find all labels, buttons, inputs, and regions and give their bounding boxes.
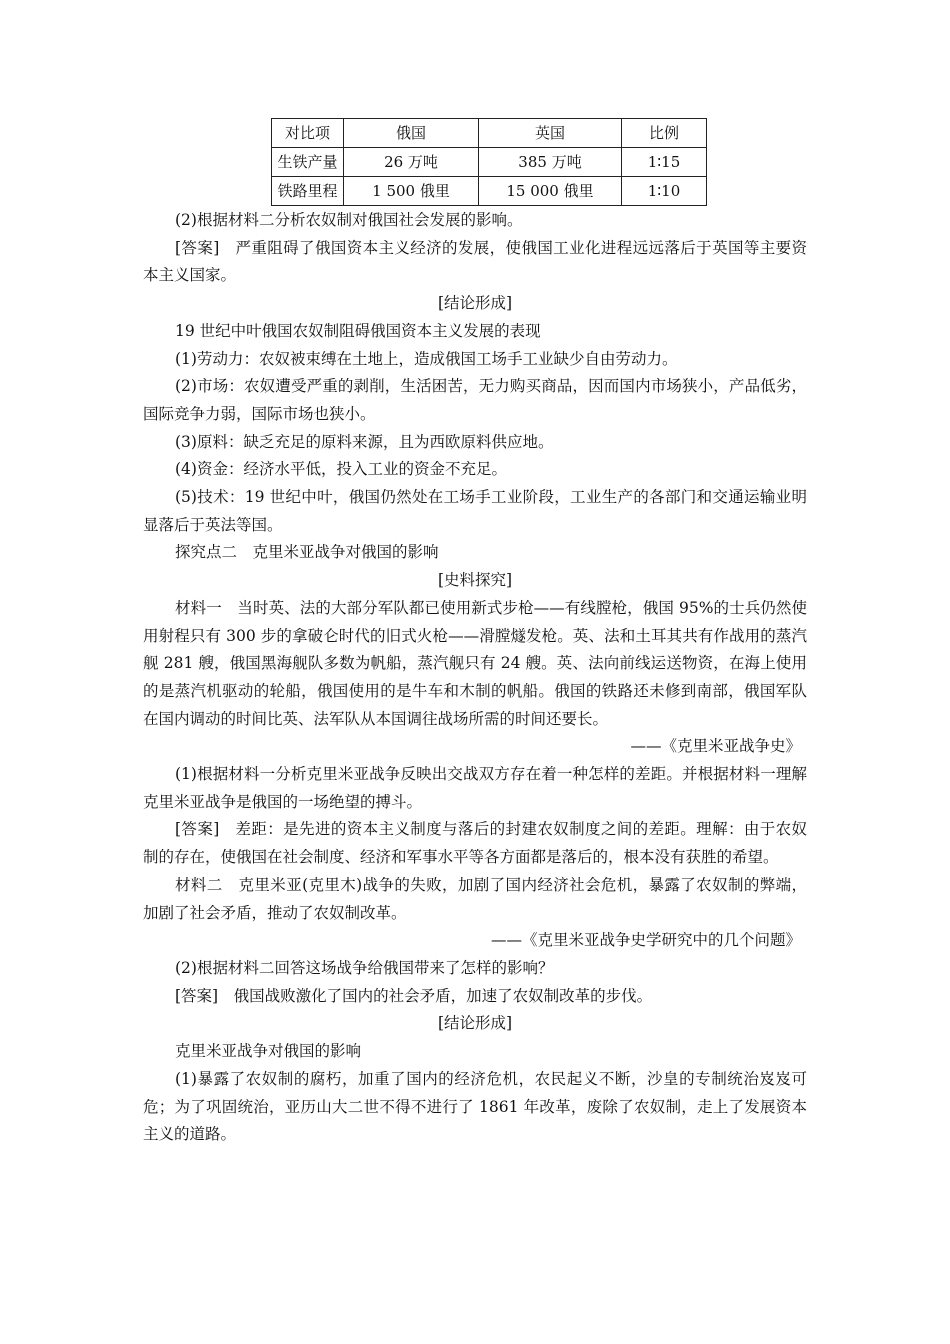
question-paragraph: (1)根据材料一分析克里米亚战争反映出交战双方存在着一种怎样的差距。并根据材料一理解克里米亚战争是俄国的一场绝望的搏斗。 [143, 765, 807, 811]
answer-paragraph: [答案] 俄国战败激化了国内的社会矛盾，加速了农奴制改革的步伐。 [175, 986, 653, 1005]
material-paragraph: 材料二 克里米亚(克里木)战争的失败，加剧了国内经济社会危机，暴露了农奴制的弊端，加剧了社会矛盾，推动了农奴制改革。 [143, 875, 807, 922]
body-paragraph: (5)技术：19 世纪中叶，俄国仍然处在工场手工业阶段，工业生产的各部门和交通运输业明显落后于英法等国。 [143, 488, 807, 534]
table-cell: 26 万吨 [344, 148, 479, 177]
section-title: 探究点二 克里米亚战争对俄国的影响 [175, 543, 439, 562]
table-cell: 1 500 俄里 [344, 177, 479, 206]
table-row [272, 148, 707, 177]
table-cell: 生铁产量 [272, 148, 344, 177]
body-paragraph: 克里米亚战争对俄国的影响 [175, 1042, 362, 1061]
body-paragraph: 19 世纪中叶俄国农奴制阻碍俄国资本主义发展的表现 [175, 321, 541, 340]
table-header-cell: 比例 [622, 119, 707, 148]
source-citation: ——《克里米亚战争史》 [630, 737, 801, 756]
answer-paragraph: [答案] 差距：是先进的资本主义制度与落后的封建农奴制度之间的差距。理解：由于农奴制的存在，使俄国在社会制度、经济和军事水平等各方面都是落后的，根本没有获胜的希望。 [143, 820, 807, 867]
body-paragraph: (3)原料：缺乏充足的原料来源，且为西欧原料供应地。 [175, 432, 554, 451]
table-header-row [272, 119, 707, 148]
material-paragraph: 材料一 当时英、法的大部分军队都已使用新式步枪——有线膛枪，俄国 95%的士兵仍然使用射程只有 300 步的拿破仑时代的旧式火枪——滑膛燧发枪。英、法和土耳其共有作战用的蒸汽舰 281 艘，俄国黑海舰队多数为帆船，蒸汽舰只有 24 艘。英、法向前线运送物资，在海上使用的是蒸汽机驱动的轮船，俄国使用的是牛车和木制的帆船。俄国的铁路还未修到南部，俄国军队在国内调动的时间比英、法军队从本国调往战场所需的时间还要长。 [143, 598, 807, 728]
section-heading: [史料探究] [437, 571, 513, 590]
question-paragraph: (2)根据材料二分析农奴制对俄国社会发展的影响。 [175, 211, 523, 229]
table-cell: 铁路里程 [272, 177, 344, 206]
table-cell: 15 000 俄里 [479, 177, 622, 206]
table-header-cell: 对比项 [272, 119, 344, 148]
comparison-table [271, 118, 707, 206]
section-heading: [结论形成] [437, 294, 513, 313]
table-header-cell: 英国 [479, 119, 622, 148]
body-paragraph: (1)劳动力：农奴被束缚在土地上，造成俄国工场手工业缺少自由劳动力。 [175, 349, 678, 368]
table-cell: 1∶15 [622, 148, 707, 177]
source-citation: ——《克里米亚战争史学研究中的几个问题》 [490, 931, 801, 950]
section-heading: [结论形成] [437, 1014, 513, 1033]
table-header-cell: 俄国 [344, 119, 479, 148]
table-cell: 385 万吨 [479, 148, 622, 177]
table-cell: 1∶10 [622, 177, 707, 206]
body-paragraph: (1)暴露了农奴制的腐朽，加重了国内的经济危机，农民起义不断，沙皇的专制统治岌岌可危；为了巩固统治，亚历山大二世不得不进行了 1861 年改革，废除了农奴制，走上了发展资本主义的道路。 [143, 1069, 807, 1144]
table-row [272, 177, 707, 206]
document-page [143, 118, 807, 1149]
question-paragraph: (2)根据材料二回答这场战争给俄国带来了怎样的影响？ [175, 958, 554, 977]
answer-paragraph: [答案] 严重阻碍了俄国资本主义经济的发展，使俄国工业化进程远远落后于英国等主要资本主义国家。 [143, 238, 807, 285]
body-paragraph: (2)市场：农奴遭受严重的剥削，生活困苦，无力购买商品，因而国内市场狭小，产品低劣，国际竞争力弱，国际市场也狭小。 [143, 377, 807, 423]
body-paragraph: (4)资金：经济水平低，投入工业的资金不充足。 [175, 460, 507, 479]
